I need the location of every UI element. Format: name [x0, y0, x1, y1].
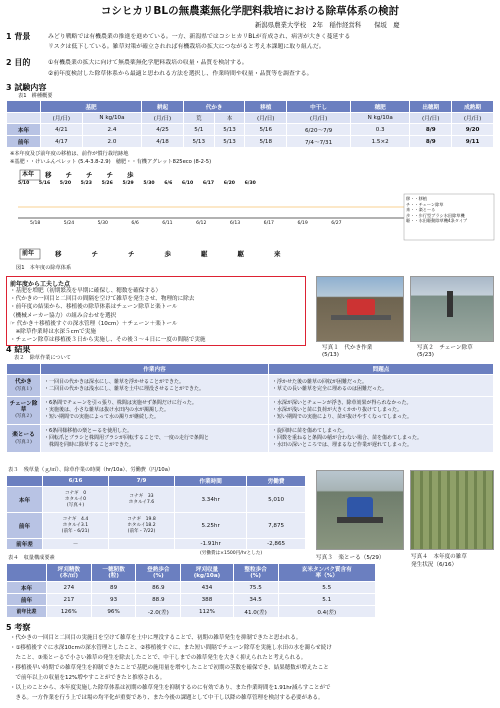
- table3-cell: -2,865: [247, 539, 306, 550]
- table1-cell: 1.5×2: [351, 136, 410, 148]
- discussion-line: ・移植後早い時期での雑草発生を抑制できたことで基肥の施用量を増やしたことで初期の茎数を確保でき、結果穂数が増えたこと: [10, 665, 329, 671]
- table4-cell: 93: [91, 594, 136, 606]
- section-method-title: 3 試験内容: [6, 83, 47, 92]
- photo3-caption: 写真３ 楽とーる（5/29）: [316, 555, 385, 561]
- table4-row-label: 前年比差: [7, 606, 47, 618]
- date: 5/18: [30, 221, 41, 226]
- table3-row-label: 前年差: [7, 539, 43, 550]
- author: 新潟県農業大学校 2年 稲作経営科 保坂 慶: [255, 21, 400, 29]
- table1-cell: 9/20: [452, 124, 494, 136]
- table3-label: 表３ 残草量（ｇ/㎡）、除草作業の時間（hr/10a）、労働費（円/10a）: [8, 467, 174, 473]
- table4-cell: 5.5: [278, 582, 376, 594]
- legend-item: 来・・楽とーる: [406, 207, 436, 213]
- table4-cell: 96%: [91, 606, 136, 618]
- table1-unit: (月/日): [245, 113, 287, 124]
- table1-unit: (月/日): [142, 113, 184, 124]
- section-purpose-title: 2 目的: [6, 58, 31, 67]
- date: 6/30: [244, 181, 256, 186]
- table3-row-label: 前年: [7, 513, 43, 539]
- table3: [6, 475, 306, 550]
- date: 5/24: [63, 221, 75, 226]
- date: 6/10: [181, 181, 194, 186]
- table1-cell: 4/18: [142, 136, 184, 148]
- improvement-item: ・前年度の結果から、移植後の除草体系はチェーン除草と楽トール: [10, 304, 178, 311]
- table4: [6, 563, 376, 618]
- table1-cell: 4/17: [41, 136, 83, 148]
- table1-cell: 2.4: [82, 124, 141, 136]
- table1-header: 移植: [245, 101, 287, 113]
- table1-cell: 0.3: [351, 124, 410, 136]
- table1-cell: 9/11: [452, 136, 494, 148]
- photo-rakutoru: [316, 470, 404, 550]
- table1-label: 表1 耕種概要: [18, 93, 53, 99]
- table1-cell: 4/21: [41, 124, 83, 136]
- table1-cell: 7/4～7/31: [287, 136, 351, 148]
- table4-cell: 41.0(差): [233, 606, 278, 618]
- weeding-machine-rotor-graphic: [337, 517, 383, 523]
- table4-cell: 217: [47, 594, 92, 606]
- table4-cell: 34.5: [233, 594, 278, 606]
- table4-header: 坪刈収量 (kg/10a): [181, 564, 234, 582]
- page-title: コシヒカリBLの無農薬無化学肥料栽培における除草体系の検討: [100, 5, 400, 17]
- table2-label: 表２ 除草作業について: [14, 355, 71, 361]
- table4-cell: 388: [181, 594, 234, 606]
- table1-cell: 8/9: [410, 136, 452, 148]
- timeline-this-dates: [18, 181, 256, 186]
- table2: [6, 363, 494, 453]
- improvement-title: 前年度から工夫した点: [10, 281, 71, 288]
- table1-header: 基肥: [41, 101, 142, 113]
- table1-cell: 5/16: [245, 124, 287, 136]
- mark: 駆: [201, 250, 238, 258]
- discussion-line: ・①移植後すぐに水深10cmの深水管理としたこと、②移植後すぐに、また短い間隔でチェーン除草を実施し水田の水を濁らせ続け: [10, 645, 332, 651]
- table2-issue: ・旋回時に苗を傷めてしまった。 ・回数を重ねると条間の稲が合わない場合、苗を傷めてしまった。 ・水田の深いところでは、埋まるなど作業が遅れてしまった。: [269, 425, 494, 453]
- purpose-text-2: ②前年度検討した除草体系から最適と思われる方法を選択し、作業時間や収量・品質等を調査する。: [48, 71, 313, 77]
- discussion-line: たこと、③楽とーるで小さい雑草の発生を除去したことで、中干しまでの雑草発生を大きく抑えられたと考えられる。: [10, 655, 307, 661]
- improvement-item: ・基肥を増肥（初期繁茂を早期に確保し、穂数を確保する）: [10, 288, 162, 294]
- table1-unit: 本: [214, 113, 245, 124]
- legend-item: 歩・・歩行型ブラシ水田除草機: [406, 212, 465, 218]
- table3-cell: -1.91hr: [175, 539, 247, 550]
- table1-cell: 5/13: [214, 124, 245, 136]
- table4-cell: 89: [91, 582, 136, 594]
- table3-cell: 7,875: [247, 513, 306, 539]
- mark: 来: [274, 250, 311, 258]
- table1-header: 成熟期: [452, 101, 494, 113]
- section-results-title: 4 結果: [6, 345, 31, 354]
- improvement-item: ☞ 代かき＋移植後すぐの深水管理（10cm）＋チェーン＋楽トール: [10, 320, 178, 327]
- table4-cell: 75.5: [233, 582, 278, 594]
- table2-header: 問題点: [269, 364, 494, 375]
- table3-header: 労働費: [247, 476, 306, 487]
- mark: 歩: [164, 250, 201, 258]
- date: 5/10: [18, 181, 30, 186]
- table1-header: 代かき: [183, 101, 244, 113]
- table3-cell: －: [43, 539, 109, 550]
- table1-cell: 5/1: [183, 124, 214, 136]
- table1: [6, 100, 494, 148]
- table4-cell: 274: [47, 582, 92, 594]
- table1-row-label: 本年: [7, 124, 41, 136]
- table1-cell: 2.0: [82, 136, 141, 148]
- date: 5/23: [80, 181, 92, 186]
- date: 6/17: [263, 221, 274, 226]
- date: 6/13: [229, 221, 241, 226]
- table1-cell: 6/20～7/9: [287, 124, 351, 136]
- legend-item: 駆・・水田駆動除草機4条タイプ: [406, 218, 468, 224]
- date: 5/20: [59, 181, 72, 186]
- table2-header: 作業内容: [41, 364, 269, 375]
- photo-chain-weeding: [410, 276, 494, 342]
- timeline-this-year-label: 本年: [22, 171, 35, 178]
- discussion-line: きる。一方作業を行う上では場の均平化が重要であり、また今後の課題として中干し以降の雑草管理を検討する必要がある。: [10, 695, 324, 701]
- table3-note: (労働費は×1500円/hrとした): [200, 551, 263, 556]
- background-text-2: リスクは低下している。雑草対策が確立されれば有機栽培の拡大につながると考え本課題に取り組んだ。: [48, 44, 325, 50]
- legend-item: 移・・移植: [406, 196, 427, 201]
- date: 6/6: [164, 181, 173, 186]
- table2-row-label: 代かき (写真１): [7, 375, 41, 397]
- table3-cell: 3.34hr: [175, 487, 247, 513]
- improvement-item: ・チェーン除草は移植後３日から実施し、その後３～４日に一度の間隔で実施: [10, 337, 206, 344]
- improvement-item: ・代かきの一回目と二回目の間隔を空けて雑草を発生させ、物理的に除去: [10, 296, 195, 303]
- table1-cell: 5/18: [245, 136, 287, 148]
- table4-cell: 5.1: [278, 594, 376, 606]
- purpose-text-1: ①有機農業の拡大に向けて無農薬無化学肥料栽培の収量・品質を検討する。: [48, 60, 248, 66]
- photo4-caption: 写真４ 本年度の雑草 発生状況（6/16）: [411, 554, 467, 568]
- timeline-prev-dates: [30, 221, 342, 226]
- figure1-caption: 図1 本年度の除草体系: [16, 265, 72, 271]
- person-graphic: [447, 291, 453, 317]
- table4-cell: 88.9: [136, 594, 181, 606]
- date: 6/27: [331, 221, 342, 226]
- table3-header: 6/16: [43, 476, 109, 487]
- table4-label: 表４ 収量構成要素: [8, 555, 55, 561]
- date: 6/20: [223, 181, 235, 186]
- table1-unit: 荒: [183, 113, 214, 124]
- table4-header: 玄米タンパク質含有 率（%）: [278, 564, 376, 582]
- mark: 移: [45, 171, 66, 179]
- table3-cell: 5,010: [247, 487, 306, 513]
- tractor-implement-graphic: [331, 315, 391, 320]
- date: 6/19: [297, 221, 308, 226]
- table3-row-label: 本年: [7, 487, 43, 513]
- improvement-item: ※除草作業時は水深５cmで実施: [10, 329, 96, 336]
- table1-note-2: ※基肥・・けいふんペレット (5.4-3.8-2.9) 穂肥・・有機アグレット825eco (8-2-5): [10, 159, 212, 165]
- improvement-list: [10, 287, 206, 344]
- table1-note-1: ※本年度及び前年度の移植は、前作が慣行栽培跡地: [10, 151, 129, 157]
- table1-unit: N kg/10a: [351, 113, 410, 124]
- mark: チ: [86, 171, 107, 179]
- table3-cell: コナギ 33 ホタルイ7.6: [109, 487, 175, 513]
- table1-unit: (月/日): [452, 113, 494, 124]
- weeding-machine-graphic: [347, 497, 373, 519]
- table1-header: 耕起: [142, 101, 184, 113]
- table4-row-label: 前年: [7, 594, 47, 606]
- table3-cell: コナギ 19.8 ホタルイ18.2 (前年・7/22): [109, 513, 175, 539]
- mark: チ: [91, 250, 128, 258]
- table1-row-label: 前年: [7, 136, 41, 148]
- table3-cell: コナギ 0 ホタルイ0 (写真４): [43, 487, 109, 513]
- timeline-prev-year-label: 前年: [22, 250, 35, 257]
- timeline-prev-marks: [55, 249, 311, 258]
- photo-puddling: [316, 276, 404, 342]
- timeline-this-year-marks: [45, 170, 148, 179]
- table4-header: 整粒歩合 (%): [233, 564, 278, 582]
- table3-cell: 5.25hr: [175, 513, 247, 539]
- discussion-line: で前年以上の収量を12%増やすことができたと推察される。: [10, 675, 166, 681]
- table1-unit: (月/日): [287, 113, 351, 124]
- table4-cell: -2.0(差): [136, 606, 181, 618]
- table4-row-label: 本年: [7, 582, 47, 594]
- tractor-graphic: [347, 299, 375, 315]
- table1-cell: 4/25: [142, 124, 184, 136]
- mark: チ: [106, 171, 127, 179]
- date: 5/16: [38, 181, 51, 186]
- date: 6/12: [196, 221, 207, 226]
- mark: 移: [55, 250, 92, 258]
- timeline-legend: [406, 196, 467, 224]
- table1-cell: 5/13: [183, 136, 214, 148]
- table4-header: 坪刈精数 (本/㎡): [47, 564, 92, 582]
- table3-header: 作業時間: [175, 476, 247, 487]
- section-background-title: 1 背景: [6, 32, 31, 41]
- mark: 駆: [237, 250, 274, 258]
- background-text-1: みどり戦略では有機農業の推進を進めている。一方、新潟県ではコシヒカリBLが育成され、病害が大きく蔓延する: [48, 34, 351, 40]
- table4-cell: 434: [181, 582, 234, 594]
- table2-issue: ・水深が深いとチェーンが浮き、除草効果が得られなかった。 ・水深が浅いと苗に負荷が大きくかかり抜けてしまった。 ・短い期間での実施により、苗が抜けやすくなってしまった。: [269, 397, 494, 425]
- discussion-line: ・代かきの一回目と二回目の実施日を空けて雑草を土中に埋没することで、初期の雑草発生を抑制できたと思われる。: [10, 635, 302, 641]
- photo-weed-status: [410, 470, 494, 550]
- section-discussion-title: 5 考察: [6, 623, 31, 632]
- table1-header: 穂肥: [351, 101, 410, 113]
- table1-unit: (月/日): [41, 113, 83, 124]
- date: 5/26: [101, 181, 113, 186]
- mark: 歩: [127, 171, 148, 179]
- discussion-text: [10, 633, 332, 703]
- table1-cell: 5/13: [214, 136, 245, 148]
- date: 5/30: [97, 221, 108, 226]
- mark: チ: [65, 171, 86, 179]
- table2-row-label: チェーン除草 (写真２): [7, 397, 41, 425]
- table1-corner: [7, 101, 41, 113]
- table1-header: 出穂期: [410, 101, 452, 113]
- table4-cell: 86.9: [136, 582, 181, 594]
- table3-cell: [109, 539, 175, 550]
- date: 6/11: [162, 221, 173, 226]
- photo1-caption: 写真１ 代かき作業 (5/13): [322, 345, 373, 358]
- table3-cell: コナギ 4.4 ホタルイ3.1 (前年・6/21): [43, 513, 109, 539]
- mark: チ: [128, 250, 165, 258]
- table1-unit: (月/日): [410, 113, 452, 124]
- table1-header: 中干し: [287, 101, 351, 113]
- date: 5/29: [122, 181, 134, 186]
- table4-cell: 126%: [47, 606, 92, 618]
- table4-header: 一穂籾数 (粒): [91, 564, 136, 582]
- table4-cell: 112%: [181, 606, 234, 618]
- table2-row-label: 楽とーる (写真３): [7, 425, 41, 453]
- table2-issue: ・浮かせた後の雑草の回収が困難だった。 ・草丈の長い雑草を完全に埋めるのは困難だった。: [269, 375, 494, 397]
- table4-header: 登熟歩合 (%): [136, 564, 181, 582]
- legend-item: チ・・チェーン除草: [406, 201, 444, 207]
- table3-header: 7/9: [109, 476, 175, 487]
- table1-cell: 8/9: [410, 124, 452, 136]
- discussion-line: ・以上のことから、本年度実施した除草体系は初期の雑草発生を抑制するのに有効であり、また作業時間を1.91hr減らすことがで: [10, 685, 331, 691]
- table2-content: ・6条同様移植の楽とーるを使用した。 ・回転爪とブラシと株間用ブラシが回転することで、一度の走行で条間と 株間を同時に除草することができた。: [41, 425, 269, 453]
- photo2-caption: 写真２ チェーン除草 (5/23): [417, 345, 473, 358]
- improvement-item: （機械メーカー協力）の組み合わせを選択: [10, 312, 117, 319]
- date: 6/17: [202, 181, 215, 186]
- table1-unit: N kg/10a: [82, 113, 141, 124]
- table4-cell: 0.4(差): [278, 606, 376, 618]
- date: 6/6: [131, 221, 139, 226]
- date: 5/30: [143, 181, 155, 186]
- table2-content: ・一回目の代かきは深水にし、雑草を浮かせることができた。 ・二回目の代かきは浅水にし、雑草を土中に埋没させることができた。: [41, 375, 269, 397]
- table2-content: ・6条間でチェーンを引っ張り、株間は実施せず条間だけに行った。 ・実施後は、小さな雑草は抜け水田内の水が濁濁した。 ・短い期間での実施によって水の濁りが継続した。: [41, 397, 269, 425]
